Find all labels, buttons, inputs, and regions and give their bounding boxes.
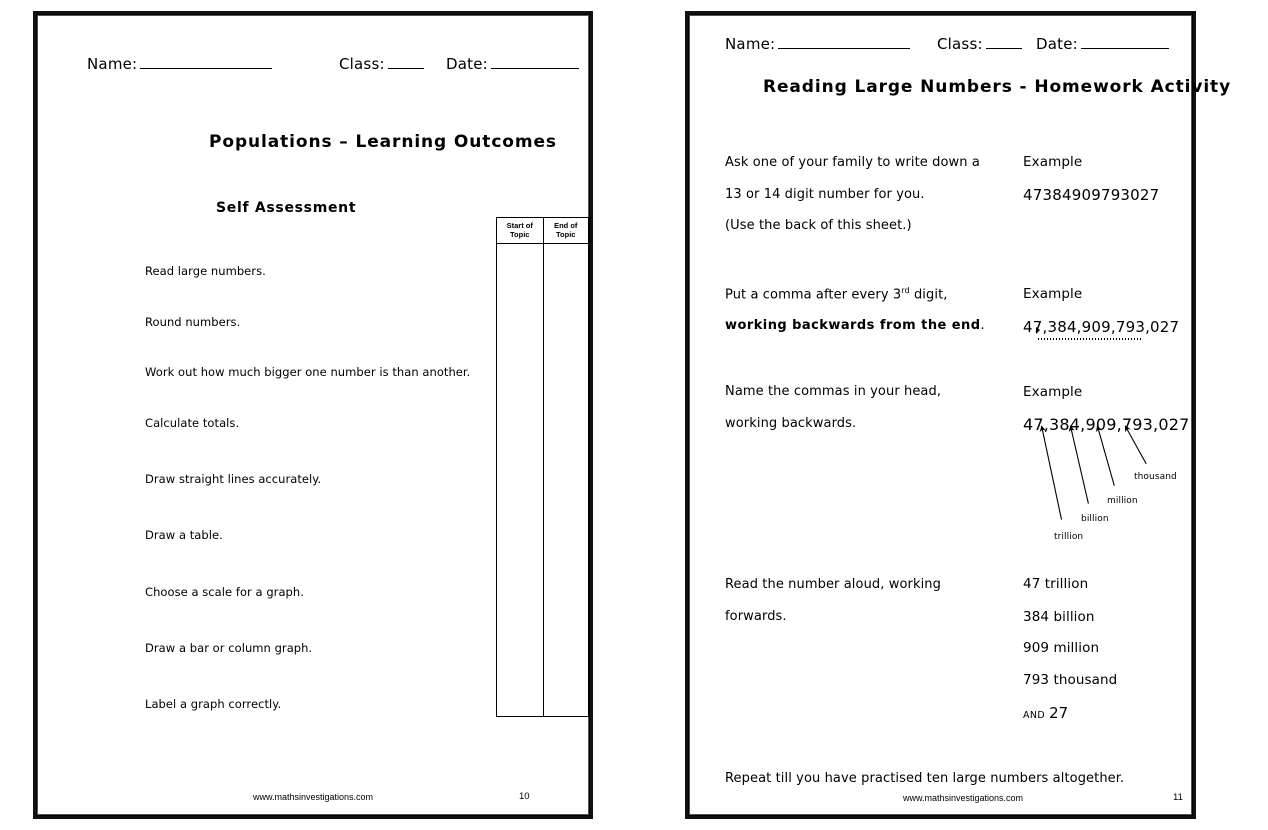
arrow-label-trillion: trillion [1054, 532, 1084, 542]
step-2-period: . [980, 318, 986, 333]
step-2-example-value: 47,384,909,793,027 [1023, 318, 1180, 336]
class-label-left: Class: [339, 55, 385, 73]
step-2-text-after: digit, [909, 287, 948, 303]
arrow-label-thousand: thousand [1134, 472, 1177, 482]
step-2-bold-text: working backwards from the end [725, 318, 981, 333]
outcome-item-8: Draw a bar or column graph. [145, 641, 313, 655]
readout-line-5-prefix: AND [1023, 710, 1046, 721]
page-subtitle-left: Self Assessment [216, 200, 357, 216]
readout-line-5-value: 27 [1049, 704, 1069, 722]
step-2-example-label: Example [1023, 286, 1083, 302]
readout-line-3: 909 million [1023, 640, 1100, 656]
page-left-content [37, 15, 589, 815]
footer-url-right[interactable]: www.mathsinvestigations.com [903, 793, 1024, 803]
date-label-right: Date: [1036, 35, 1078, 53]
outcome-item-2: Round numbers. [145, 315, 241, 329]
outcome-item-9: Label a graph correctly. [145, 697, 282, 711]
step-1-example-label: Example [1023, 154, 1083, 170]
closing-instruction: Repeat till you have practised ten large numbers altogether. [725, 771, 1125, 786]
step-4-line-1: Read the number aloud, working [725, 577, 941, 592]
step-1-line-3: (Use the back of this sheet.) [725, 218, 912, 233]
table-column-start-of-topic[interactable] [497, 218, 543, 716]
class-field-right[interactable] [937, 35, 1022, 53]
name-label-right: Name: [725, 35, 776, 53]
class-label-right: Class: [937, 35, 983, 53]
outcome-item-6: Draw a table. [145, 528, 223, 542]
table-header-start-of-topic [497, 218, 543, 244]
arrow-label-billion: billion [1081, 514, 1109, 524]
step-4-line-2: forwards. [725, 609, 787, 624]
name-blank-left[interactable] [140, 55, 272, 69]
start-of-topic-line1: Start of [506, 220, 533, 230]
self-assessment-table[interactable] [496, 217, 589, 717]
readout-line-4: 793 thousand [1023, 672, 1118, 688]
date-blank-right[interactable] [1081, 35, 1169, 49]
ordinal-suffix-rd: rd [901, 286, 910, 295]
arrow-million [1097, 426, 1114, 486]
step-2-line-2 [725, 318, 985, 333]
cursor-caret-icon [1036, 327, 1040, 334]
footer-url-left[interactable]: www.mathsinvestigations.com [253, 792, 374, 802]
footer-page-number-right: 11 [1173, 792, 1183, 803]
readout-line-5 [1023, 703, 1068, 722]
step-3-line-1: Name the commas in your head, [725, 384, 942, 399]
page-title-right: Reading Large Numbers - Homework Activity [763, 77, 1232, 97]
name-blank-right[interactable] [778, 35, 910, 49]
date-blank-left[interactable] [491, 55, 579, 69]
worksheet-page-right [688, 14, 1232, 816]
outcome-item-3: Work out how much bigger one number is than another. [145, 365, 471, 379]
date-field-left[interactable] [446, 55, 579, 73]
arrow-billion [1070, 426, 1088, 504]
step-3-example-label: Example [1023, 384, 1083, 400]
step-2-line-1 [725, 286, 948, 302]
start-of-topic-line2: Topic [510, 229, 530, 239]
outcome-item-4: Calculate totals. [145, 416, 240, 430]
name-label-left: Name: [87, 55, 138, 73]
readout-line-1: 47 trillion [1023, 576, 1089, 592]
outcome-item-5: Draw straight lines accurately. [145, 472, 322, 486]
outcome-item-1: Read large numbers. [145, 264, 266, 278]
page-title-left: Populations – Learning Outcomes [209, 132, 557, 152]
worksheet-page-left [36, 14, 590, 816]
name-field-left[interactable] [87, 55, 272, 73]
step-1-line-1: Ask one of your family to write down a [725, 155, 980, 170]
arrow-label-million: million [1107, 496, 1138, 506]
class-blank-right[interactable] [986, 35, 1022, 49]
step-2-text-before: Put a comma after every 3 [725, 287, 902, 303]
table-header-end-of-topic [544, 218, 589, 244]
step-1-line-2: 13 or 14 digit number for you. [725, 187, 925, 202]
text-selection-artifact [1038, 338, 1143, 340]
date-label-left: Date: [446, 55, 488, 73]
table-column-end-of-topic[interactable] [543, 218, 589, 716]
footer-page-number-left: 10 [519, 791, 530, 802]
outcome-item-7: Choose a scale for a graph. [145, 585, 304, 599]
page-right-content [689, 15, 1232, 815]
readout-line-2: 384 billion [1023, 609, 1095, 625]
name-field-right[interactable] [725, 35, 910, 53]
step-3-example-value: 47,384,909,793,027 [1023, 415, 1190, 434]
end-of-topic-line1: End of [554, 220, 578, 230]
date-field-right[interactable] [1036, 35, 1169, 53]
end-of-topic-line2: Topic [556, 229, 576, 239]
class-blank-left[interactable] [388, 55, 424, 69]
arrow-trillion [1042, 426, 1062, 520]
class-field-left[interactable] [339, 55, 424, 73]
step-1-example-value: 47384909793027 [1023, 186, 1160, 204]
step-3-line-2: working backwards. [725, 416, 857, 431]
